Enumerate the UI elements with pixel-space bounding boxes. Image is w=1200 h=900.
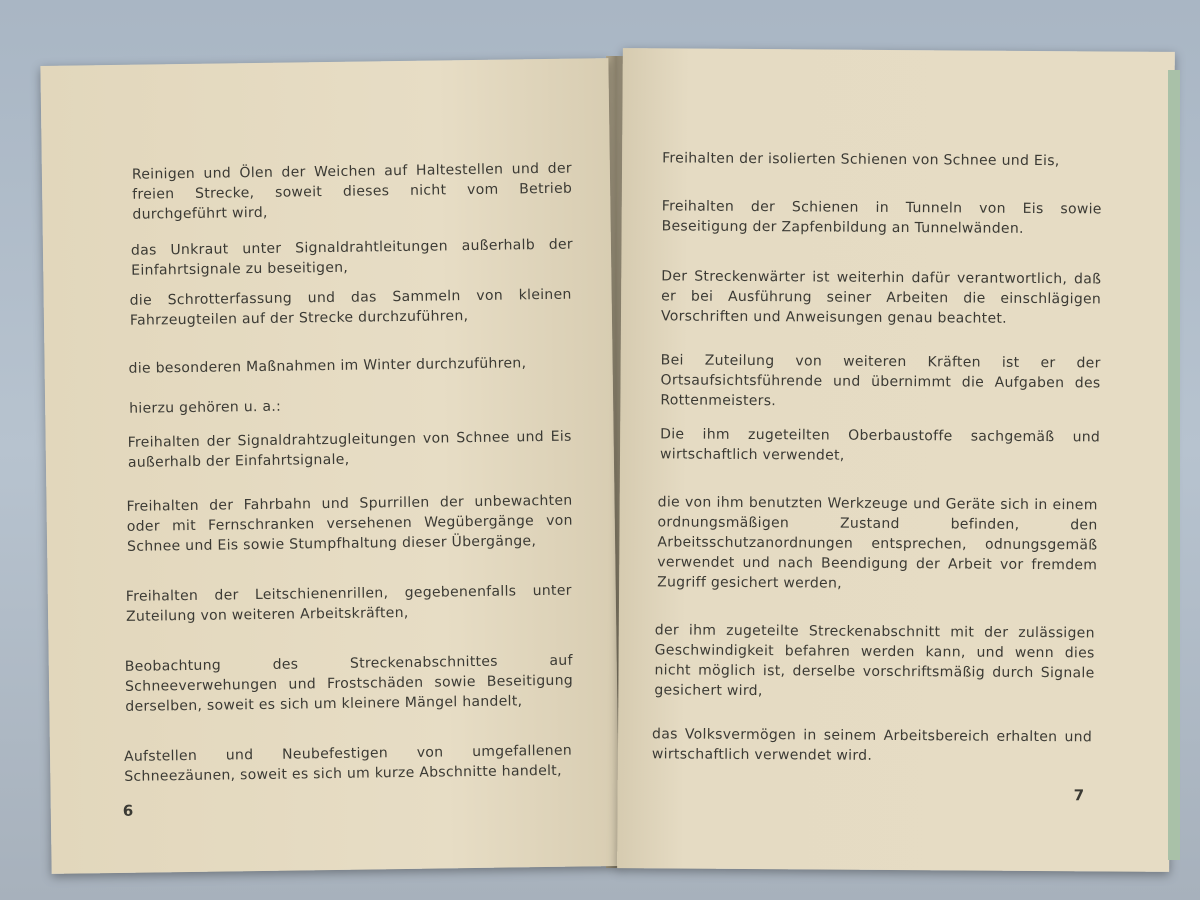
- paragraph: Freihalten der isolierten Schienen von Schnee und Eis,: [662, 150, 1060, 170]
- paragraph: Freihalten der Fahrbahn und Spurrillen der unbewachten oder mit Fernschranken versehenen Wegübergänge von Schnee und Eis sowie Stumpfhaltung dieser Übergänge,: [126, 492, 573, 555]
- paragraph: die von ihm benutzten Werkzeuge und Geräte sich in einem ordnungsmäßigen Zustand befinden, den Arbeitsschutzanordnungen entsprechen, odnungsgemäß verwendet und nach Beendigung der Arbeit vor fremdem Zugriff gesichert werden,: [657, 494, 1098, 592]
- paragraph: der ihm zugeteilte Streckenabschnitt mit der zulässigen Geschwindigkeit befahren werden kann, und wenn dies nicht möglich ist, derselbe vorschriftsmäßig durch Signale gesichert wird,: [654, 622, 1095, 700]
- cover-edge: [1168, 70, 1180, 860]
- paragraph: Bei Zuteilung von weiteren Kräften ist er der Ortsaufsichtsführende und übernimmt die Aufgaben des Rottenmeisters.: [660, 352, 1101, 410]
- paragraph: Beobachtung des Streckenabschnittes auf Schneeverwehungen und Frostschäden sowie Beseitigung derselben, soweit es sich um kleinere Mängel handelt,: [124, 652, 574, 715]
- page-number: 6: [122, 801, 134, 820]
- paragraph: das Volksvermögen in seinem Arbeitsbereich erhalten und wirtschaftlich verwendet wird.: [651, 726, 1093, 764]
- right-page: [617, 48, 1175, 872]
- paragraph: Der Streckenwärter ist weiterhin dafür verantwortlich, daß er bei Ausführung seiner Arbeiten die einschlägigen Vorschriften und Anweisungen genau beachtet.: [660, 268, 1102, 327]
- paragraph: Aufstellen und Neubefestigen von umgefallenen Schneezäunen, soweit es sich um kurze Abschnitte handelt,: [123, 742, 573, 785]
- paragraph: Freihalten der Signaldrahtzugleitungen von Schnee und Eis außerhalb der Einfahrtsignale,: [127, 428, 572, 471]
- paragraph: die Schrotterfassung und das Sammeln von kleinen Fahrzeugteilen auf der Strecke durchzuführen,: [129, 286, 572, 329]
- paragraph: hierzu gehören u. a.:: [129, 398, 282, 417]
- paragraph: das Unkraut unter Signaldrahtleitungen außerhalb der Einfahrtsignale zu beseitigen,: [130, 236, 574, 279]
- paragraph: die besonderen Maßnahmen im Winter durchzuführen,: [128, 355, 527, 377]
- page-number: 7: [1073, 786, 1085, 805]
- paragraph: Die ihm zugeteilten Oberbaustoffe sachgemäß und wirtschaftlich verwendet,: [659, 426, 1101, 464]
- left-page: [40, 58, 619, 874]
- paragraph: Freihalten der Leitschienenrillen, gegebenenfalls unter Zuteilung von weiteren Arbeitskräften,: [125, 582, 572, 625]
- paragraph: Reinigen und Ölen der Weichen auf Haltestellen und der freien Strecke, soweit dieses nicht vom Betrieb durchgeführt wird,: [131, 160, 573, 223]
- paragraph: Freihalten der Schienen in Tunneln von Eis sowie Beseitigung der Zapfenbildung an Tunnelwänden.: [661, 198, 1102, 237]
